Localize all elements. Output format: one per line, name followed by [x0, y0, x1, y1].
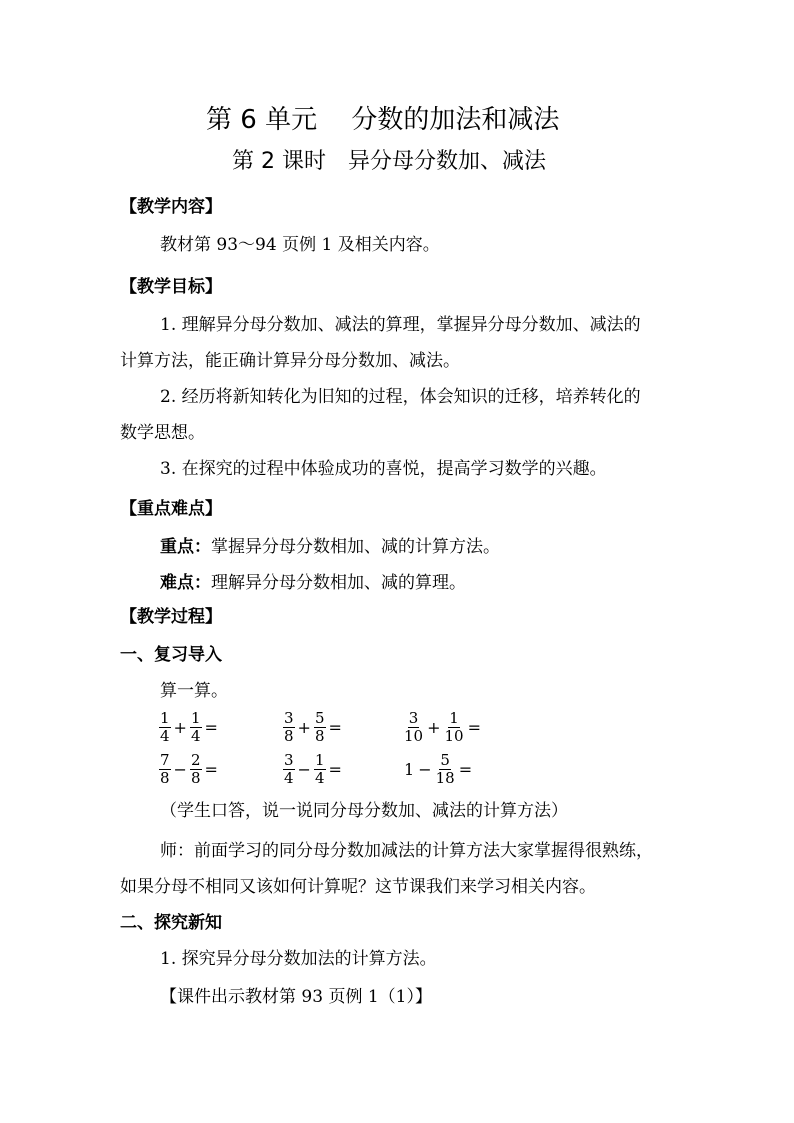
numerator: 1 [190, 709, 201, 727]
equals-sign: = [328, 717, 342, 737]
key-text: 掌握异分母分数相加、减的计算方法。 [211, 537, 500, 557]
exercise-expression [282, 710, 344, 745]
explore-1: 1. 探究异分母分数加法的计算方法。 [160, 949, 437, 969]
operator: + [427, 717, 441, 737]
courseware-note: 【课件出示教材第 93 页例 1（1）】 [160, 987, 432, 1007]
fraction [283, 710, 295, 745]
goal-2-line-2: 数学思想。 [120, 423, 205, 443]
fraction [159, 752, 171, 787]
denominator: 8 [190, 769, 201, 787]
part-2-heading: 二、探究新知 [120, 913, 222, 933]
numerator: 5 [314, 709, 325, 727]
goal-1-line-1: 1. 理解异分母分数加、减法的算理，掌握异分母分数加、减法的 [160, 315, 641, 335]
difficult-text: 理解异分母分数相加、减的算理。 [211, 573, 466, 593]
difficult-label: 难点： [160, 573, 211, 593]
fraction [190, 752, 202, 787]
operator: + [173, 717, 187, 737]
fraction [435, 752, 456, 787]
numerator: 1 [449, 709, 459, 727]
numerator: 1 [314, 751, 325, 769]
operator: + [297, 717, 311, 737]
equals-sign: = [204, 759, 218, 779]
calc-label: 算一算。 [160, 681, 228, 701]
key-heading: 【重点难点】 [120, 499, 222, 519]
exercise-expression [158, 752, 220, 787]
operator: − [418, 759, 432, 779]
numerator: 7 [160, 751, 170, 769]
denominator: 10 [404, 727, 424, 745]
exercise-expression [158, 710, 220, 745]
denominator: 8 [314, 727, 325, 745]
content-text: 教材第 93～94 页例 1 及相关内容。 [160, 235, 440, 255]
numerator: 3 [284, 751, 294, 769]
difficult-point [160, 572, 466, 594]
numerator: 2 [190, 751, 201, 769]
unit-title: 第 6 单元 分数的加法和减法 [206, 105, 560, 135]
operator: − [173, 759, 187, 779]
whole-number: 1 [404, 759, 415, 779]
process-heading: 【教学过程】 [120, 607, 222, 627]
lesson-subtitle: 第 2 课时 异分母分数加、减法 [232, 149, 546, 174]
exercise-expression [282, 752, 344, 787]
fraction [403, 710, 424, 745]
equals-sign: = [467, 717, 481, 737]
numerator: 3 [408, 709, 419, 727]
equals-sign: = [458, 759, 473, 779]
fraction [283, 752, 295, 787]
denominator: 18 [435, 769, 455, 787]
operator: − [297, 759, 311, 779]
fraction [159, 710, 171, 745]
key-label: 重点： [160, 537, 211, 557]
exercise-expression [402, 752, 474, 787]
key-point [160, 536, 500, 558]
exercise-expression [402, 710, 483, 745]
equals-sign: = [204, 717, 218, 737]
teacher-line-2: 如果分母不相同又该如何计算呢？这节课我们来学习相关内容。 [120, 877, 596, 897]
denominator: 8 [284, 727, 294, 745]
denominator: 4 [284, 769, 294, 787]
denominator: 4 [160, 727, 170, 745]
equals-sign: = [328, 759, 342, 779]
numerator: 5 [440, 751, 450, 769]
teacher-line-1: 师：前面学习的同分母分数加减法的计算方法大家掌握得很熟练， [160, 841, 653, 861]
fraction [314, 710, 326, 745]
fraction [314, 752, 326, 787]
denominator: 4 [314, 769, 325, 787]
denominator: 8 [160, 769, 170, 787]
goal-3: 3. 在探究的过程中体验成功的喜悦，提高学习数学的兴趣。 [160, 459, 607, 479]
content-heading: 【教学内容】 [120, 197, 222, 217]
goal-2-line-1: 2. 经历将新知转化为旧知的过程，体会知识的迁移，培养转化的 [160, 387, 641, 407]
fraction [444, 710, 465, 745]
numerator: 3 [284, 709, 294, 727]
part-1-heading: 一、复习导入 [120, 645, 222, 665]
denominator: 10 [444, 727, 464, 745]
student-note: （学生口答，说一说同分母分数加、减法的计算方法） [160, 801, 568, 821]
numerator: 1 [160, 709, 170, 727]
denominator: 4 [190, 727, 201, 745]
goal-1-line-2: 计算方法，能正确计算异分母分数加、减法。 [120, 351, 460, 371]
fraction [190, 710, 202, 745]
goals-heading: 【教学目标】 [120, 277, 222, 297]
